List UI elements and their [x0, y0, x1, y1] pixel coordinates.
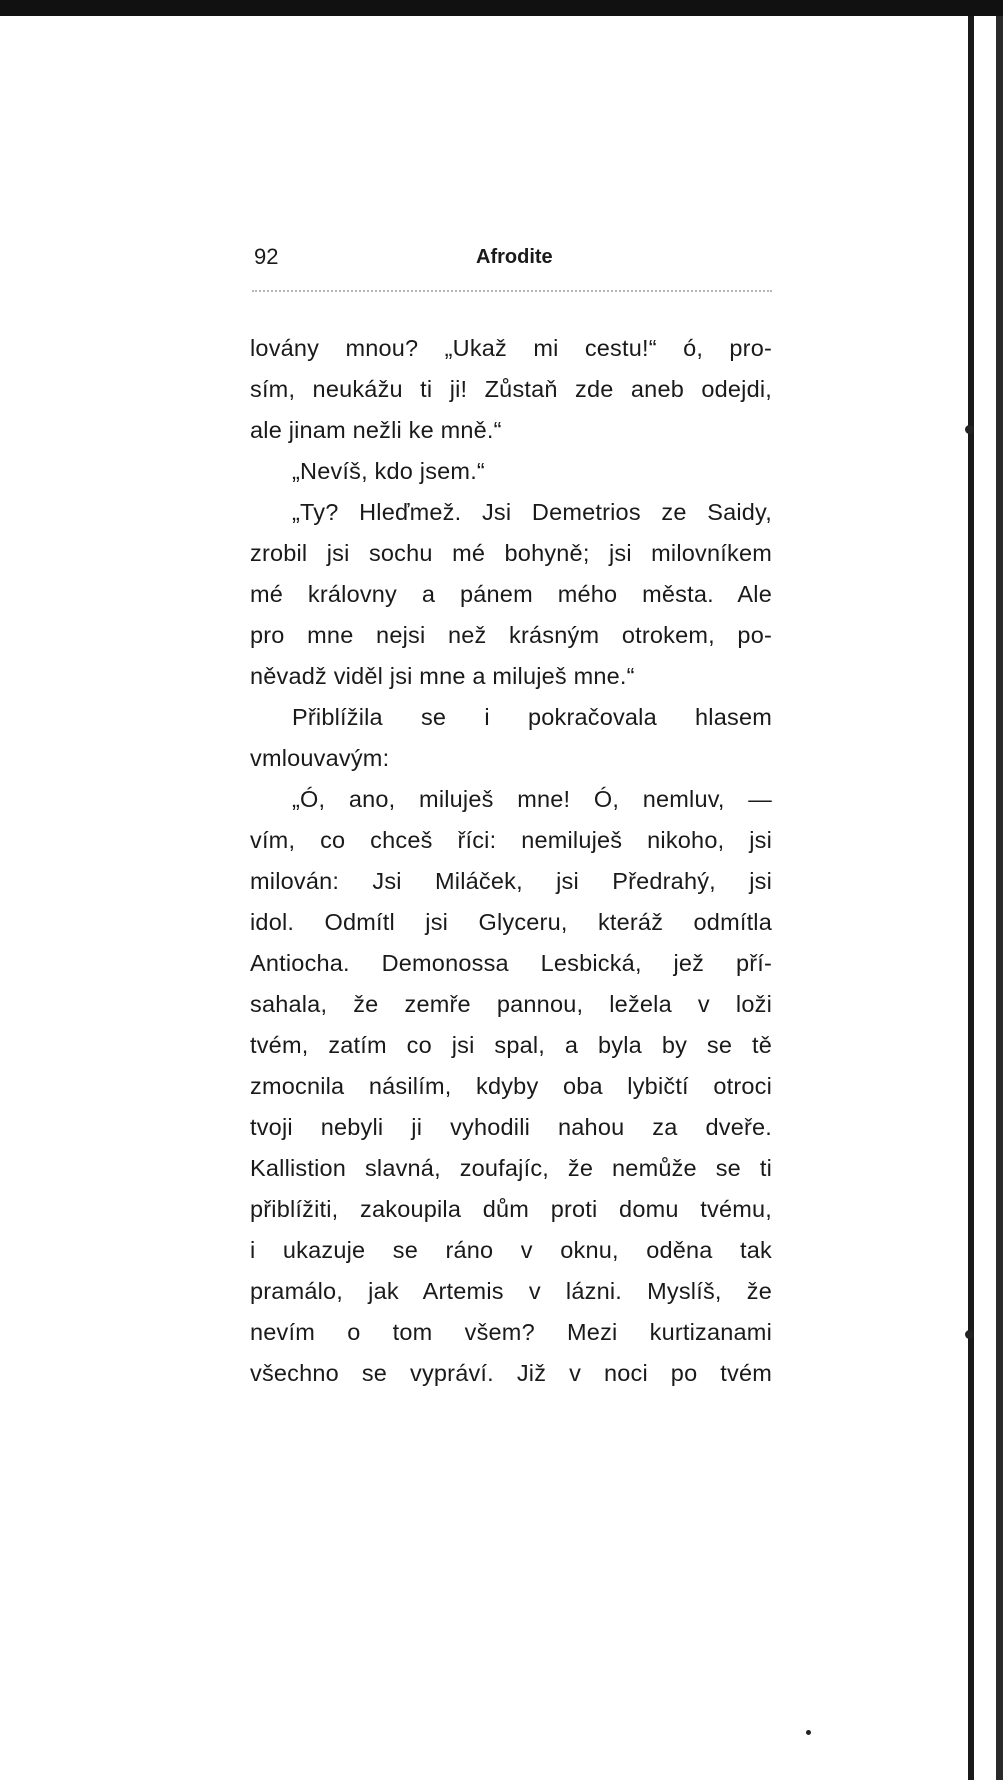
text-line: sahala, že zemře pannou, ležela v loži: [250, 991, 772, 1017]
text-line: Kallistion slavná, zoufajíc, že nemůže se ti: [250, 1155, 772, 1181]
scan-top-border: [0, 0, 1003, 16]
scan-speck: [965, 1330, 974, 1339]
text-line: zmocnila násilím, kdyby oba lybičtí otroci: [250, 1073, 772, 1099]
text-line: „Nevíš, kdo jsem.“: [292, 458, 485, 484]
text-line: idol. Odmítl jsi Glyceru, kteráž odmítla: [250, 909, 772, 935]
text-line: Antiocha. Demonossa Lesbická, jež pří-: [250, 950, 772, 976]
text-line: i ukazuje se ráno v oknu, oděna tak: [250, 1237, 772, 1263]
text-line: „Ty? Hleďmež. Jsi Demetrios ze Saidy,: [292, 499, 772, 525]
text-line: vmlouvavým:: [250, 745, 390, 771]
text-line: lovány mnou? „Ukaž mi cestu!“ ó, pro-: [250, 335, 772, 361]
scan-speck: [965, 425, 974, 434]
text-line: sím, neukážu ti ji! Zůstaň zde aneb odejdi,: [250, 376, 772, 402]
text-line: přiblížiti, zakoupila dům proti domu tvému,: [250, 1196, 772, 1222]
text-line: tvoji nebyli ji vyhodili nahou za dveře.: [250, 1114, 772, 1140]
book-spine-line: [968, 16, 974, 1780]
scan-speck: [806, 1730, 811, 1735]
text-line: pramálo, jak Artemis v lázni. Myslíš, že: [250, 1278, 772, 1304]
text-line: mé královny a pánem mého města. Ale: [250, 581, 772, 607]
text-line: všechno se vypráví. Již v noci po tvém: [250, 1360, 772, 1386]
text-line: „Ó, ano, miluješ mne! Ó, nemluv, —: [292, 786, 772, 812]
text-line: tvém, zatím co jsi spal, a byla by se tě: [250, 1032, 772, 1058]
text-line: pro mne nejsi než krásným otrokem, po-: [250, 622, 772, 648]
book-spine-edge: [996, 16, 1003, 1780]
text-line: Přiblížila se i pokračovala hlasem: [292, 704, 772, 730]
text-line: něvadž viděl jsi mne a miluješ mne.“: [250, 663, 635, 689]
text-line: zrobil jsi sochu mé bohyně; jsi milovníkem: [250, 540, 772, 566]
page-number: 92: [254, 244, 279, 269]
text-line: milován: Jsi Miláček, jsi Předrahý, jsi: [250, 868, 772, 894]
header-rule: [252, 290, 772, 292]
text-line: ale jinam nežli ke mně.“: [250, 417, 502, 443]
page-header: [254, 244, 774, 274]
running-title: Afrodite: [476, 246, 553, 268]
text-line: nevím o tom všem? Mezi kurtizanami: [250, 1319, 772, 1345]
text-line: vím, co chceš říci: nemiluješ nikoho, jsi: [250, 827, 772, 853]
